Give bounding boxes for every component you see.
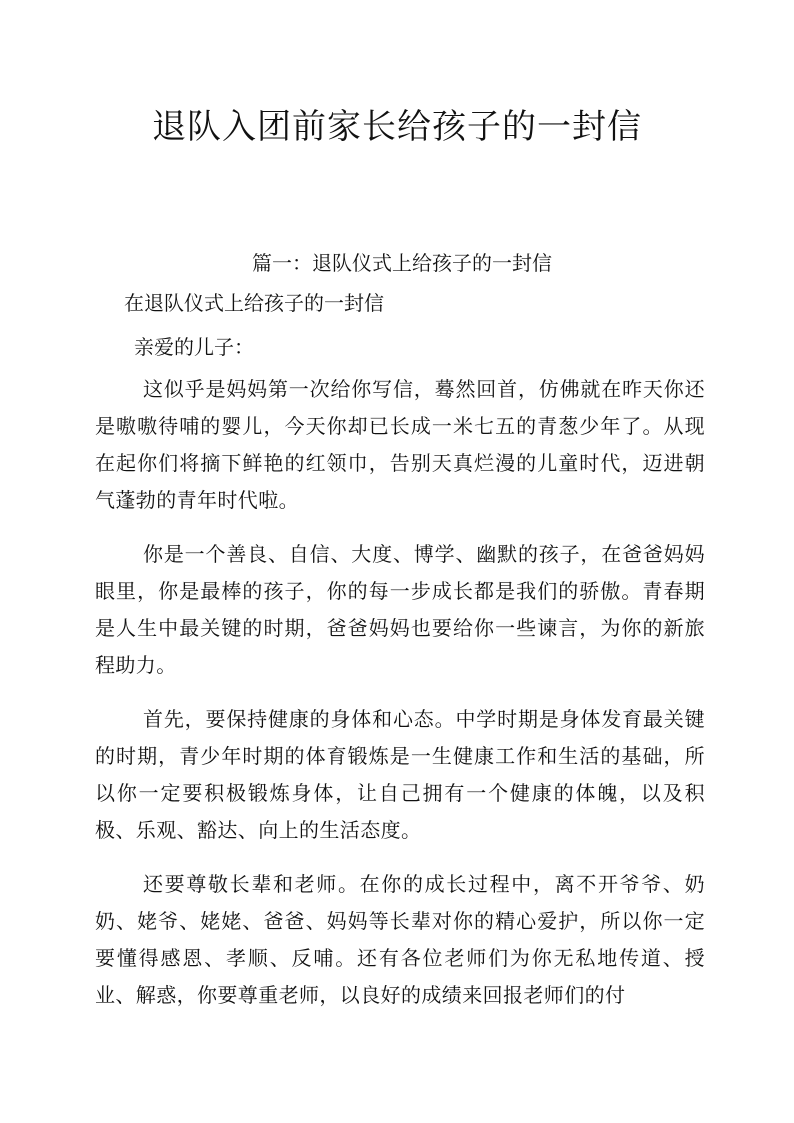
salutation: 亲爱的儿子： <box>134 335 254 359</box>
paragraph-1: 这似乎是妈妈第一次给你写信，蓦然回首，仿佛就在昨天你还是嗷嗷待哺的婴儿，今天你却已长成一米七五的青葱少年了。从现在起你们将摘下鲜艳的红领巾，告别天真烂漫的儿童时代，迈进朝气蓬勃的青年时代啦。 <box>95 377 705 512</box>
paragraph-4: 还要尊敬长辈和老师。在你的成长过程中，离不开爷爷、奶奶、姥爷、姥姥、爸爸、妈妈等长辈对你的精心爱护，所以你一定要懂得感恩、孝顺、反哺。还有各位老师们为你无私地传道、授业、解惑，你要尊重老师，以良好的成绩来回报老师们的付 <box>95 872 705 1007</box>
paragraph-3: 首先，要保持健康的身体和心态。中学时期是身体发育最关键的时期，青少年时期的体育锻炼是一生健康工作和生活的基础，所以你一定要积极锻炼身体，让自己拥有一个健康的体魄，以及积极、乐观、豁达、向上的生活态度。 <box>95 707 705 842</box>
section-heading: 篇一：退队仪式上给孩子的一封信 <box>252 251 552 275</box>
letter-title: 在退队仪式上给孩子的一封信 <box>124 291 384 315</box>
paragraph-2: 你是一个善良、自信、大度、博学、幽默的孩子，在爸爸妈妈眼里，你是最棒的孩子，你的每一步成长都是我们的骄傲。青春期是人生中最关键的时期，爸爸妈妈也要给你一些谏言，为你的新旅程助力。 <box>95 542 705 677</box>
document-title: 退队入团前家长给孩子的一封信 <box>152 107 642 147</box>
